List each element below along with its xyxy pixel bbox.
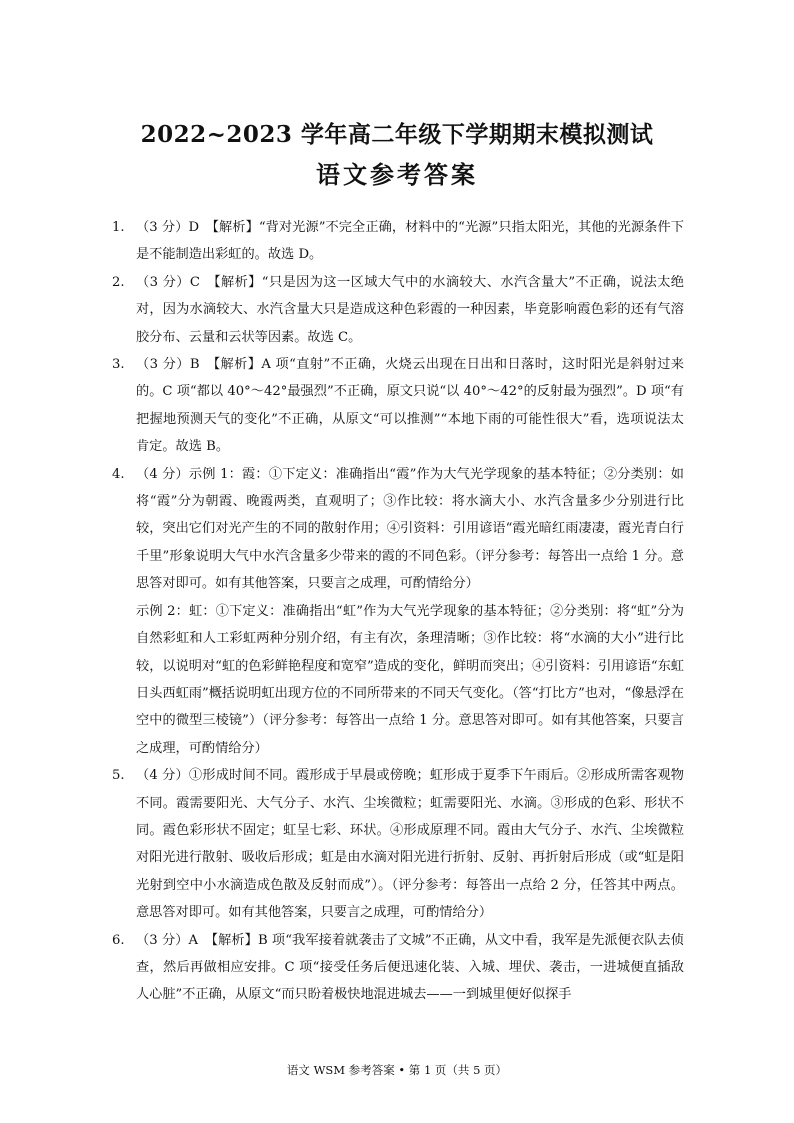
answer-number: 6. [112,932,125,948]
answer-text: （3 分）B 【解析】A 项“直射”不正确，火烧云出现在日出和日落时，这时阳光是斜射过来的。C 项“都以 40°～42°最强烈”不正确，原文只说“以 40°～42°的反射最为强烈”。D 项“有把握地预测天气的变化”不正确，从原文“可以推测”“本地下雨的可能性很大”看，选项说法太肯定。故选 B。 [136,357,684,455]
answer-text: （3 分）A 【解析】B 项“我军接着就袭击了文城”不正确，从文中看，我军是先派便衣队去侦查，然后再做相应安排。C 项“接受任务后便迅速化装、入城、埋伏、袭击，一进城便直插敌人心脏”不正确，从原文“而只盼着极快地混进城去——一到城里便好似探手 [136,932,684,1003]
answer-text: （4 分）示例 1：霞：①下定义：准确指出“霞”作为大气光学现象的基本特征；②分类别：如将“霞”分为朝霞、晚霞两类，直观明了；③作比较：将水滴大小、水汽含量多少分别进行比较，突出它们对光产生的不同的散射作用；④引资料：引用谚语“霞光暗红雨凄凄，霞光青白行千里”形象说明大气中水汽含量多少带来的霞的不同色彩。（评分参考：每答出一点给 1 分。意思答对即可。如有其他答案，只要言之成理，可酌情给分） [136,466,684,592]
answer-text: （3 分）D 【解析】“背对光源”不完全正确，材料中的“光源”只指太阳光，其他的光源条件下是不能制造出彩虹的。故选 D。 [136,220,684,263]
answer-list [112,214,684,1009]
answer-text: （3 分）C 【解析】“只是因为这一区域大气中的水滴较大、水汽含量大”不正确，说法太绝对，因为水滴较大、水汽含量大只是造成这种色彩霞的一种因素，毕竟影响霞色彩的还有气溶胶分布、云量和云状等因素。故选 C。 [136,274,684,345]
answer-text: （4 分）①形成时间不同。霞形成于早晨或傍晚；虹形成于夏季下午雨后。②形成所需客观物不同。霞需要阳光、大气分子、水汽、尘埃微粒；虹需要阳光、水滴。③形成的色彩、形状不同。霞色彩形状不固定；虹呈七彩、环状。④形成原理不同。霞由大气分子、水汽、尘埃微粒对阳光进行散射、吸收后形成；虹是由水滴对阳光进行折射、反射、再折射后形成（或“虹是阳光射到空中小水滴造成色散及反射而成”）。（评分参考：每答出一点给 2 分，任答其中两点。意思答对即可。如有其他答案，只要言之成理，可酌情给分） [136,768,684,921]
answer-item-1 [112,214,684,269]
answer-item-3 [112,351,684,461]
document-subtitle: 语文参考答案 [316,160,478,189]
answer-item-2 [112,269,684,351]
answer-number: 1. [112,220,125,235]
answer-number: 5. [112,768,125,784]
answer-number: 2. [112,274,125,290]
answer-example-2: 示例 2：虹：①下定义：准确指出“虹”作为大气光学现象的基本特征；②分类别：将“虹”分为自然彩虹和人工彩虹两种分别介绍，有主有次，条理清晰；③作比较：将“水滴的大小”进行比较，以说明对“虹的色彩鲜艳程度和宽窄”造成的变化，鲜明而突出；④引资料：引用谚语“东虹日头西虹雨”概括说明虹出现方位的不同所带来的不同天气变化。（答“打比方”也对，“像悬浮在空中的微型三棱镜”）（评分参考：每答出一点给 1 分。意思答对即可。如有其他答案，只要言之成理，可酌情给分） [136,603,684,756]
answer-item-5 [112,762,684,926]
answer-number: 3. [112,357,125,373]
document-title: 2022~2023 学年高二年级下学期期末模拟测试 [140,121,654,148]
answer-item-6 [112,927,684,1009]
page-footer: 语文 WSM 参考答案 • 第 1 页（共 5 页） [286,1063,508,1077]
answer-item-4 [112,461,684,762]
answer-number: 4. [112,466,125,482]
